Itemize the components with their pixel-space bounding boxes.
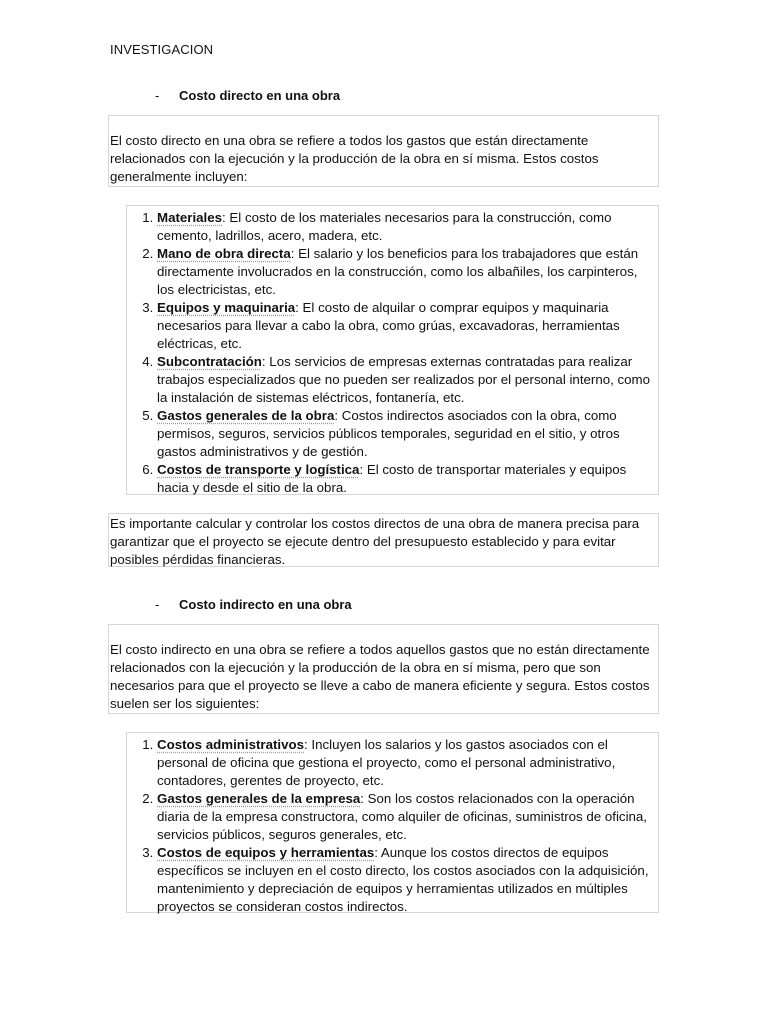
item-term: Costos administrativos <box>157 737 305 752</box>
paragraph-text: El costo directo en una obra se refiere a todos los gastos que están directamente relacionados con la ejecución y la producción de la obra en sí misma. Estos costos generalmente incluyen: <box>110 133 599 184</box>
item-text: : El salario y los beneficios para los trabajadores que están directamente involucrados en la construcción, como los albañiles, los carpinteros, los electricistas, etc. <box>157 246 639 297</box>
list-item <box>157 407 654 461</box>
item-text: : Costos indirectos asociados con la obra, como permisos, seguros, servicios públicos temporales, seguridad en el sitio, y otros gastos administrativos y de gestión. <box>157 408 620 459</box>
list-item <box>157 245 654 299</box>
section-heading-direct <box>155 88 340 103</box>
item-text: : Son los costos relacionados con la operación diaria de la empresa constructora, como alquiler de oficinas, suministros de oficina, servicios públicos, seguros generales, etc. <box>157 791 648 842</box>
item-text: : El costo de transportar materiales y equipos hacia y desde el sitio de la obra. <box>157 462 627 495</box>
item-text: : El costo de los materiales necesarios para la construcción, como cemento, ladrillos, acero, madera, etc. <box>157 210 612 243</box>
indirect-cost-list <box>127 733 658 916</box>
item-term: Subcontratación <box>157 354 262 369</box>
paragraph-text: El costo indirecto en una obra se refiere a todos aquellos gastos que no están directamente relacionados con la ejecución y la producción de la obra en sí misma, pero que son necesarios para que el proyecto se lleve a cabo de manera eficiente y segura. Estos costos suelen ser los siguientes: <box>110 642 650 711</box>
closing-paragraph-direct <box>108 513 659 567</box>
item-text: : Aunque los costos directos de equipos específicos se incluyen en el costo directo, los costos asociados con la adquisición, mantenimiento y depreciación de equipos y herramientas utilizados en múltiples proyectos se consideran costos indirectos. <box>157 845 649 914</box>
item-term: Materiales <box>157 210 223 225</box>
list-item <box>157 844 654 916</box>
intro-paragraph-indirect <box>108 624 659 714</box>
direct-cost-list <box>127 206 658 497</box>
list-item <box>157 299 654 353</box>
item-text: : Incluyen los salarios y los gastos asociados con el personal de oficina que gestiona el proyecto, como el personal administrativo, contadores, gerentes de proyecto, etc. <box>157 737 616 788</box>
item-term: Gastos generales de la empresa <box>157 791 361 806</box>
list-box-direct <box>126 205 659 495</box>
paragraph-text: Es importante calcular y controlar los costos directos de una obra de manera precisa para garantizar que el proyecto se ejecute dentro del presupuesto establecido y para evitar posibles pérdidas financieras. <box>110 516 640 567</box>
item-term: Mano de obra directa <box>157 246 291 261</box>
item-term: Costos de transporte y logística <box>157 462 360 477</box>
intro-paragraph-direct <box>108 115 659 187</box>
list-item <box>157 353 654 407</box>
bullet-dash: - <box>155 597 160 612</box>
bullet-dash: - <box>155 88 160 103</box>
section-title: Costo directo en una obra <box>179 88 341 103</box>
section-title: Costo indirecto en una obra <box>179 597 352 612</box>
item-term: Gastos generales de la obra <box>157 408 335 423</box>
list-item <box>157 461 654 497</box>
item-text: : El costo de alquilar o comprar equipos y maquinaria necesarios para llevar a cabo la obra, como grúas, excavadoras, herramientas eléctricas, etc. <box>157 300 620 351</box>
section-heading-indirect <box>155 597 352 612</box>
page-title: INVESTIGACION <box>110 42 214 57</box>
list-item <box>157 790 654 844</box>
list-box-indirect <box>126 732 659 913</box>
list-item <box>157 736 654 790</box>
list-item <box>157 209 654 245</box>
item-term: Costos de equipos y herramientas <box>157 845 375 860</box>
item-term: Equipos y maquinaria <box>157 300 296 315</box>
item-text: : Los servicios de empresas externas contratadas para realizar trabajos especializados que no pueden ser realizados por el personal interno, como la instalación de sistemas eléctricos, fontanería, etc. <box>157 354 651 405</box>
